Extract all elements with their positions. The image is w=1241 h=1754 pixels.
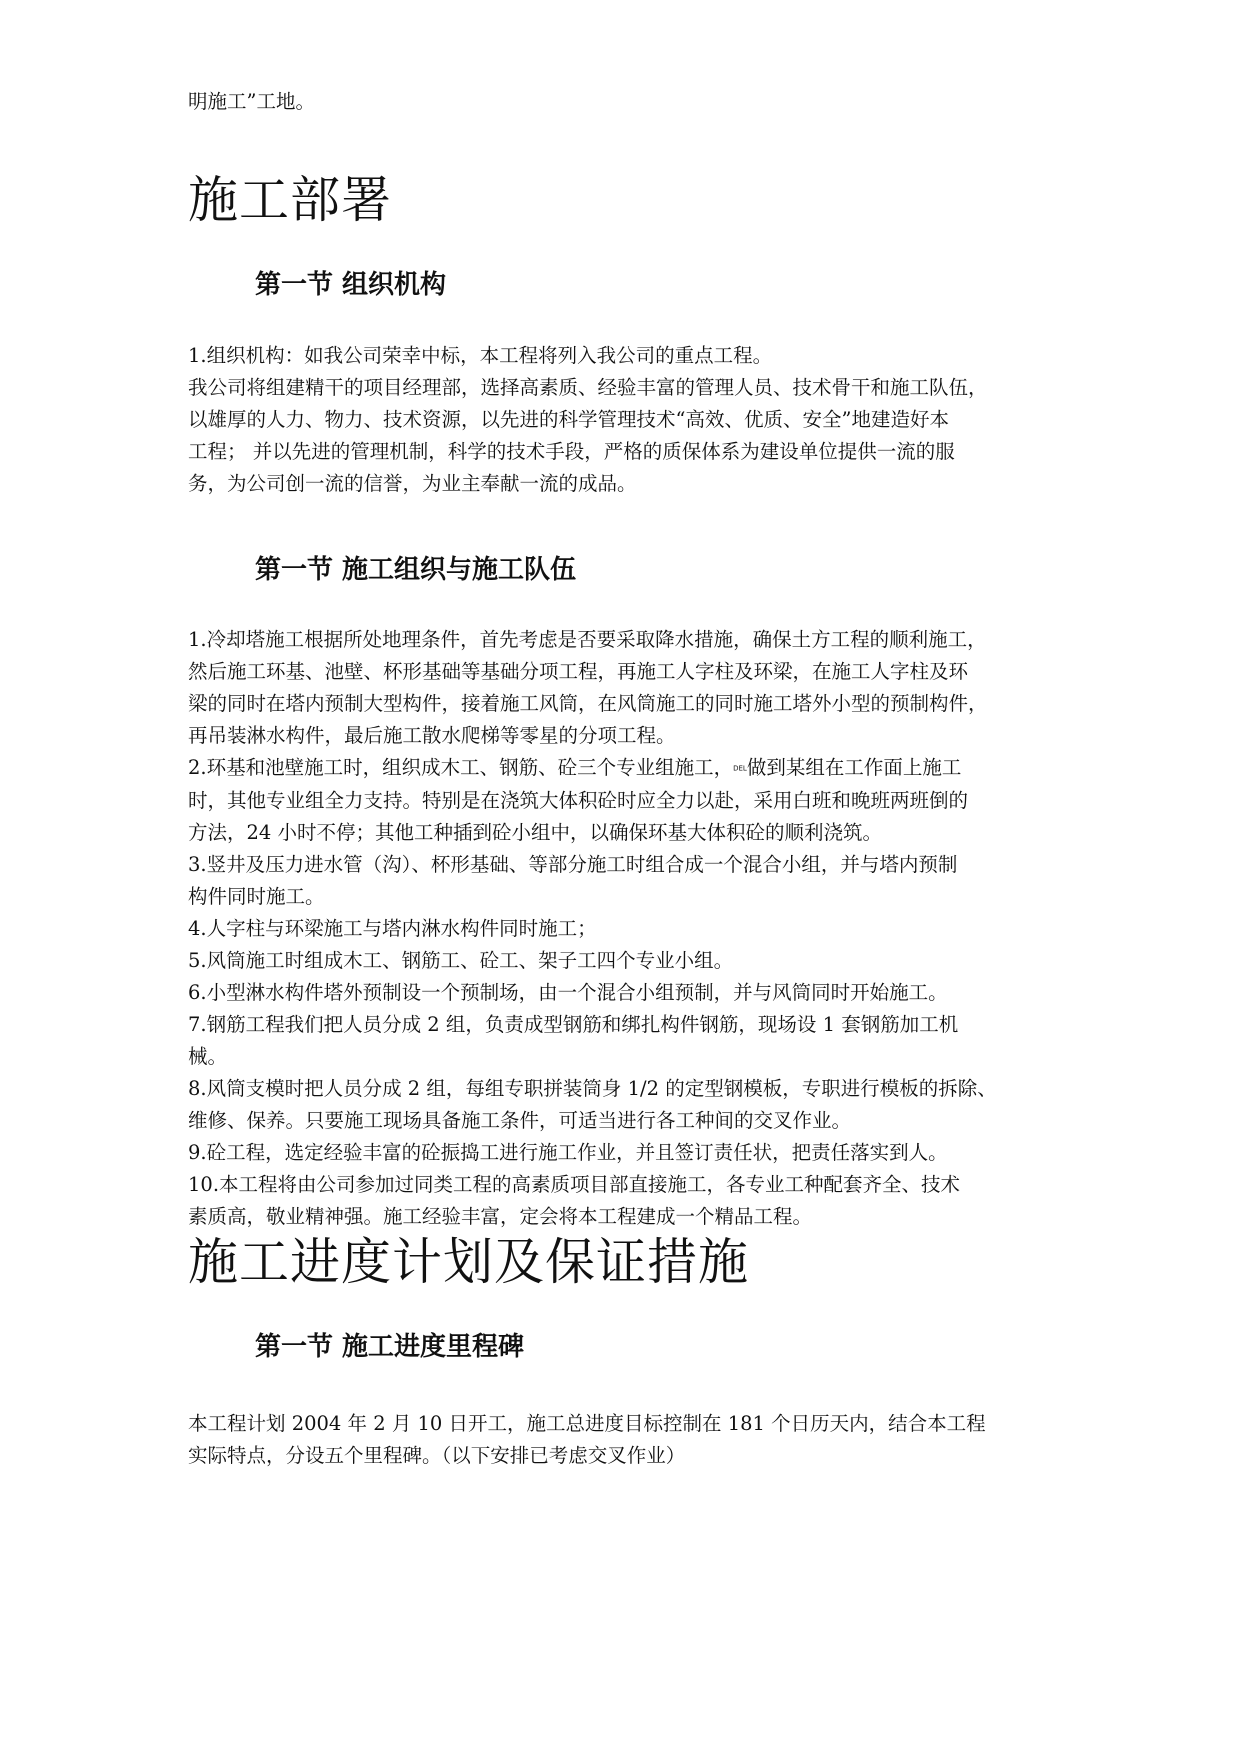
text-line: 然后施工环基、池壁、杯形基础等基础分项工程，再施工人字柱及环梁，在施工人字柱及环 [188,660,969,683]
text-segment: 做到某组在工作面上施工 [746,756,962,779]
text-line: 构件同时施工。 [188,884,325,908]
text-line: 以雄厚的人力、物力、技术资源，以先进的科学管理技术“高效、优质、安全”地建造好本 [188,408,949,431]
chapter-title-schedule: 施工进度计划及保证措施 [188,1233,749,1291]
text-line: 本工程计划 2004 年 2 月 10 日开工，施工总进度目标控制在 181 个日历天内，结合本工程 [188,1412,986,1435]
text-line [188,752,1068,785]
organization-paragraph [188,340,1068,500]
text-line: 务，为公司创一流的信誉，为业主奉献一流的成品。 [188,472,637,495]
section-title-milestones: 第一节 施工进度里程碑 [255,1332,525,1362]
text-line: 时，其他专业组全力支持。特别是在浇筑大体积砼时应全力以赴，采用白班和晚班两班倒的 [188,788,969,812]
text-line: 3.竖井及压力进水管（沟）、杯形基础、等部分施工时组合成一个混合小组，并与塔内预制 [188,852,958,876]
text-line: 5.风筒施工时组成木工、钢筋工、砼工、架子工四个专业小组。 [188,948,734,972]
text-line: 梁的同时在塔内预制大型构件，接着施工风筒，在风筒施工的同时施工塔外小型的预制构件， [188,692,988,715]
chapter-title-deployment: 施工部署 [188,171,392,229]
text-line: 工程； 并以先进的管理机制，科学的技术手段，严格的质保体系为建设单位提供一流的服 [188,440,955,463]
del-mark: DEL [733,764,747,773]
text-line: 素质高，敬业精神强。施工经验丰富，定会将本工程建成一个精品工程。 [188,1204,813,1228]
teams-paragraph [188,624,1068,1233]
text-line: 9.砼工程，选定经验丰富的砼振捣工进行施工作业，并且签订责任状，把责任落实到人。 [188,1140,948,1164]
section-title-organization: 第一节 组织机构 [255,270,447,300]
section-title-teams: 第一节 施工组织与施工队伍 [255,555,577,585]
intro-line: 明施工”工地。 [188,90,315,113]
milestones-paragraph [188,1408,1068,1472]
text-line: 方法，24 小时不停；其他工种插到砼小组中，以确保环基大体积砼的顺利浇筑。 [188,820,883,844]
text-line: 4.人字柱与环梁施工与塔内淋水构件同时施工； [188,916,597,940]
text-line: 1.组织机构：如我公司荣幸中标，本工程将列入我公司的重点工程。 [188,344,773,367]
text-line: 维修、保养。只要施工现场具备施工条件，可适当进行各工种间的交叉作业。 [188,1108,852,1132]
text-segment: 2.环基和池壁施工时，组织成木工、钢筋、砼三个专业组施工， [188,756,734,779]
text-line: 6.小型淋水构件塔外预制设一个预制场，由一个混合小组预制，并与风筒同时开始施工。 [188,980,948,1004]
intro-paragraph [188,86,1068,118]
text-line: 械。 [188,1044,228,1068]
text-line: 8.风筒支模时把人员分成 2 组，每组专职拼装筒身 1/2 的定型钢模板，专职进行模板的拆除、 [188,1076,997,1100]
text-line: 10.本工程将由公司参加过同类工程的高素质项目部直接施工，各专业工种配套齐全、技术 [188,1172,961,1196]
text-line: 7.钢筋工程我们把人员分成 2 组，负责成型钢筋和绑扎构件钢筋，现场设 1 套钢筋加工机 [188,1012,959,1036]
text-line: 我公司将组建精干的项目经理部，选择高素质、经验丰富的管理人员、技术骨干和施工队伍， [188,376,988,399]
text-line: 实际特点，分设五个里程碑。（以下安排已考虑交叉作业） [188,1444,686,1467]
text-line: 再吊装淋水构件，最后施工散水爬梯等零星的分项工程。 [188,724,676,747]
text-line: 1.冷却塔施工根据所处地理条件，首先考虑是否要采取降水措施，确保土方工程的顺利施工， [188,628,987,651]
